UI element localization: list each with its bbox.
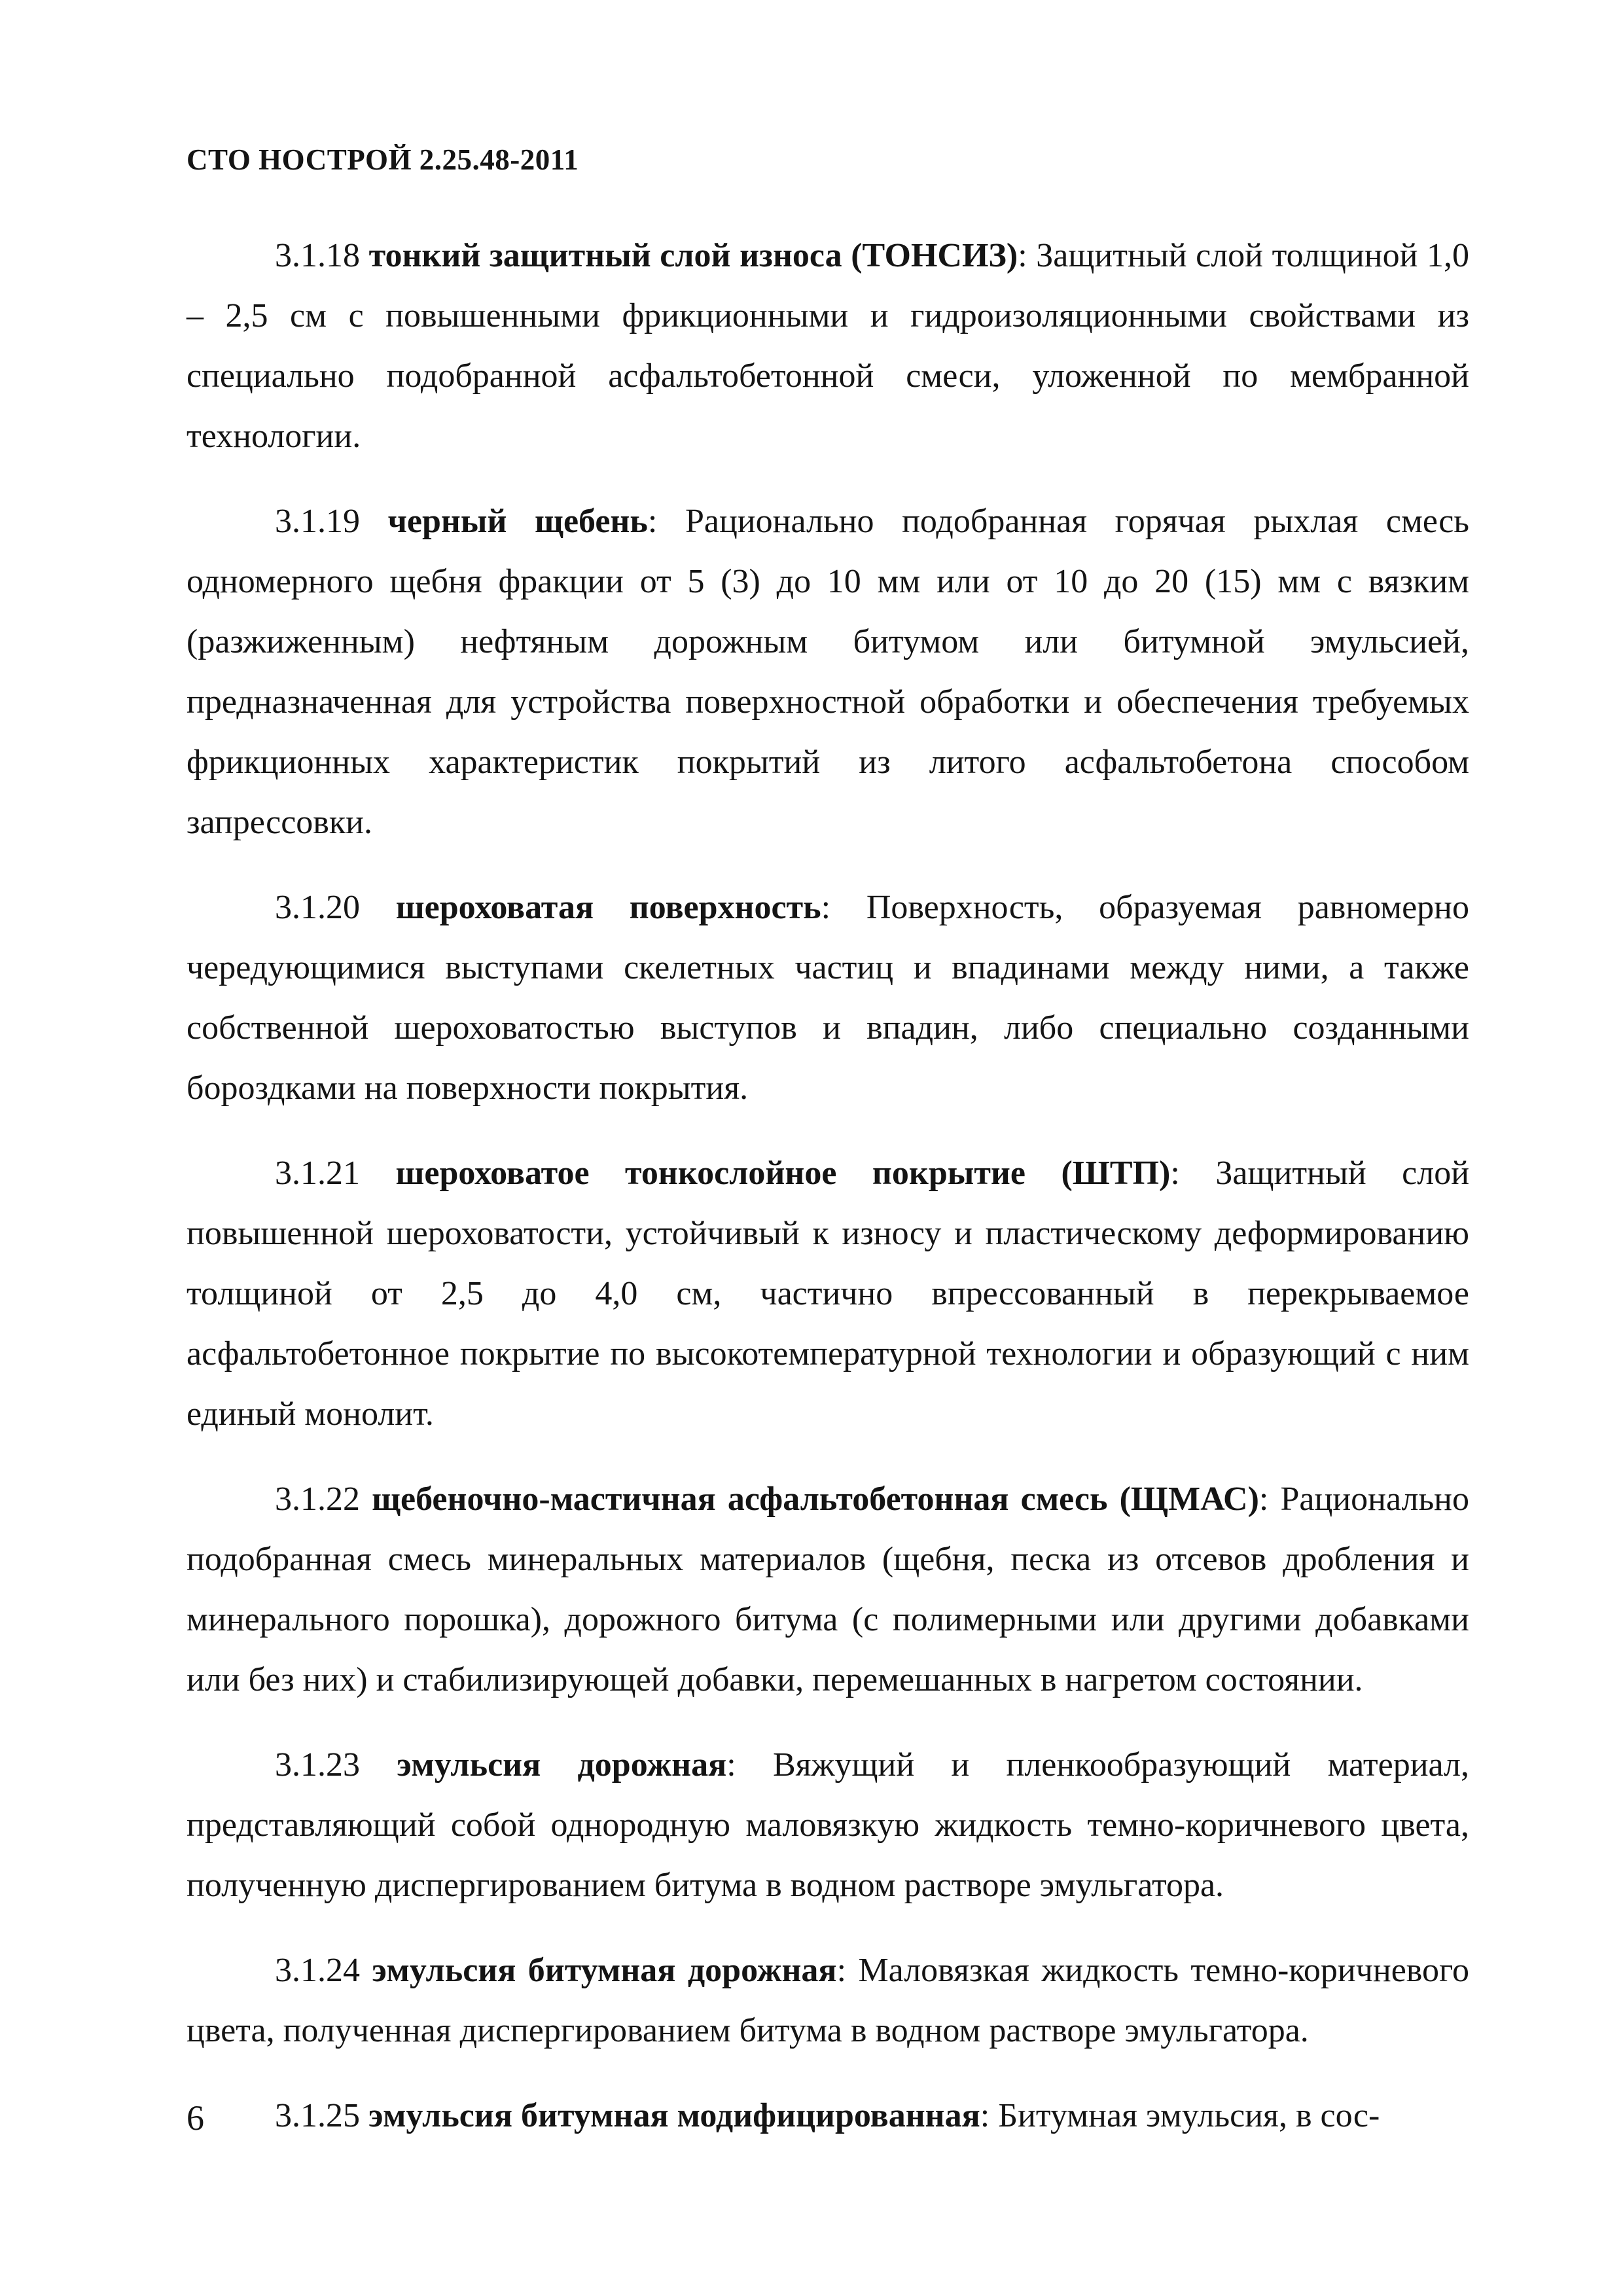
term-definition: Рационально подобранная смесь минеральных материалов (щебня, песка из отсевов дробления и минерального порошка), дорожного битума (с полимерными или другими добавками или без них) и стабилизирующей добавки, перемешанных в нагретом состоянии. xyxy=(187,1480,1469,1698)
term-name: тонкий защитный слой износа (ТОНСИЗ) xyxy=(368,237,1018,274)
term-separator: : xyxy=(821,889,831,926)
term-number: 3.1.21 xyxy=(275,1155,360,1192)
term-3-1-21 xyxy=(187,1143,1469,1444)
term-separator: : xyxy=(980,2097,990,2134)
term-definition: Маловязкая жидкость темно-коричневого цвета, полученная диспергированием битума в водном растворе эмульгатора. xyxy=(187,1952,1470,2049)
term-number: 3.1.24 xyxy=(275,1952,360,1989)
term-definition: Битумная эмульсия, в сос- xyxy=(998,2097,1380,2134)
term-3-1-19 xyxy=(187,492,1469,853)
term-number: 3.1.18 xyxy=(275,237,360,274)
term-separator: : xyxy=(647,503,658,540)
term-definition: Вяжущий и пленкообразующий материал, представляющий собой однородную маловязкую жидкость темно-коричневого цвета, полученную диспергированием битума в водном растворе эмульгатора. xyxy=(187,1746,1470,1904)
term-number: 3.1.22 xyxy=(275,1480,360,1518)
term-name: черный щебень xyxy=(387,503,648,540)
term-3-1-25 xyxy=(187,2086,1469,2146)
term-number: 3.1.25 xyxy=(275,2097,360,2134)
term-number: 3.1.19 xyxy=(275,503,360,540)
term-number: 3.1.23 xyxy=(275,1746,360,1784)
term-name: эмульсия битумная дорожная xyxy=(372,1952,837,1989)
term-definition: Защитный слой толщиной 1,0 – 2,5 см с повышенными фрикционными и гидроизоляционными свойствами из специально подобранной асфальтобетонной смеси, уложенной по мембранной технологии. xyxy=(187,237,1469,455)
term-definition: Рационально подобранная горячая рыхлая смесь одномерного щебня фракции от 5 (3) до 10 мм или от 10 до 20 (15) мм с вязким (разжиженным) нефтяным дорожным битумом или битумной эмульсией, предназначенная для устройства поверхностной обработки и обеспечения требуемых фрикционных характеристик покрытий из литого асфальтобетона способом запрессовки. xyxy=(187,503,1470,841)
page-number: 6 xyxy=(187,2098,204,2138)
term-name: шероховатое тонкослойное покрытие (ШТП) xyxy=(395,1155,1171,1192)
term-separator: : xyxy=(1018,237,1027,274)
term-3-1-18 xyxy=(187,226,1469,467)
term-name: эмульсия дорожная xyxy=(397,1746,727,1784)
term-3-1-22 xyxy=(187,1469,1469,1710)
document-code-header: СТО НОСТРОЙ 2.25.48-2011 xyxy=(187,143,579,176)
term-definition: Поверхность, образуемая равномерно чередующимися выступами скелетных частиц и впадинами между ними, а также собственной шероховатостью выступов и впадин, либо специально созданными бороздками на поверхности покрытия. xyxy=(187,889,1469,1107)
term-number: 3.1.20 xyxy=(275,889,360,926)
terms-list xyxy=(187,226,1469,2171)
term-name: шероховатая поверхность xyxy=(395,889,821,926)
term-separator: : xyxy=(1170,1155,1180,1192)
term-3-1-20 xyxy=(187,878,1469,1119)
term-name: эмульсия битумная модифицированная xyxy=(368,2097,980,2134)
term-separator: : xyxy=(836,1952,847,1989)
term-separator: : xyxy=(726,1746,736,1784)
term-name: щебеночно-мастичная асфальтобетонная смесь (ЩМАС) xyxy=(372,1480,1259,1518)
term-definition: Защитный слой повышенной шероховатости, устойчивый к износу и пластическому деформированию толщиной от 2,5 до 4,0 см, частично впрессованный в перекрываемое асфальтобетонное покрытие по высокотемпературной технологии и образующий с ним единый монолит. xyxy=(187,1155,1470,1433)
term-separator: : xyxy=(1258,1480,1269,1518)
term-3-1-24 xyxy=(187,1941,1469,2061)
term-3-1-23 xyxy=(187,1735,1469,1916)
